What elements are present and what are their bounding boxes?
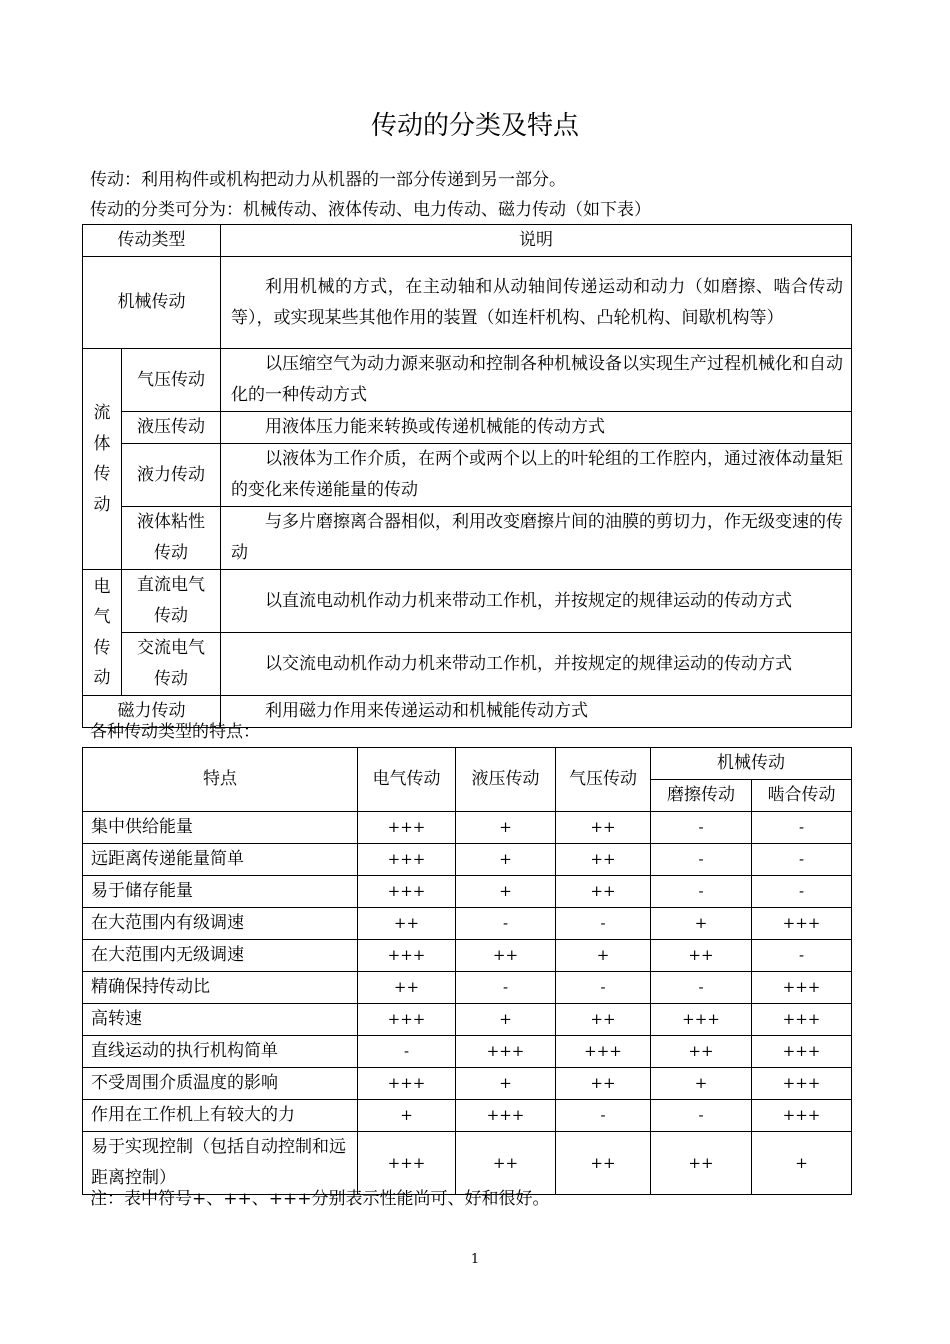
table-note: 注：表中符号+、++、+++分别表示性能尚可、好和很好。 <box>90 1189 550 1209</box>
rating-cell: - <box>556 908 651 940</box>
table-row <box>83 1036 852 1068</box>
header-desc: 说明 <box>221 225 852 257</box>
rating-cell: - <box>358 1036 456 1068</box>
rating-cell: ++ <box>556 844 651 876</box>
page-number: 1 <box>470 1252 480 1267</box>
desc-cell: 与多片磨擦离合器相似，利用改变磨擦片间的油膜的剪切力，作无级变速的传动 <box>221 507 852 570</box>
features-body <box>83 812 852 1195</box>
table-row <box>83 812 852 844</box>
rating-cell: ++ <box>456 1132 556 1195</box>
rating-cell: - <box>651 972 752 1004</box>
table-row <box>83 1068 852 1100</box>
rating-cell: + <box>556 940 651 972</box>
feature-cell: 远距离传递能量简单 <box>83 844 358 876</box>
feature-cell: 在大范围内有级调速 <box>83 908 358 940</box>
rating-cell: - <box>651 812 752 844</box>
rating-cell: ++ <box>651 1036 752 1068</box>
rating-cell: + <box>358 1100 456 1132</box>
rating-cell: +++ <box>358 876 456 908</box>
feature-cell: 集中供给能量 <box>83 812 358 844</box>
desc-cell: 以直流电动机作动力机来带动工作机，并按规定的规律运动的传动方式 <box>221 570 852 633</box>
rating-cell: + <box>651 1068 752 1100</box>
classification-row <box>83 412 852 444</box>
desc-cell: 以交流电动机作动力机来带动工作机，并按规定的规律运动的传动方式 <box>221 633 852 696</box>
type-cell: 机械传动 <box>83 257 221 349</box>
header-pneumatic: 气压传动 <box>556 748 651 812</box>
rating-cell: - <box>456 908 556 940</box>
rating-cell: +++ <box>358 1068 456 1100</box>
classification-row <box>83 507 852 570</box>
features-heading: 各种传动类型的特点： <box>90 722 260 742</box>
type-cell: 液压传动 <box>122 412 221 444</box>
feature-cell: 直线运动的执行机构简单 <box>83 1036 358 1068</box>
intro-definition: 传动：利用构件或机构把动力从机器的一部分传递到另一部分。 <box>90 170 566 190</box>
header-feature: 特点 <box>83 748 358 812</box>
desc-cell: 以压缩空气为动力源来驱动和控制各种机械设备以实现生产过程机械化和自动化的一种传动方式 <box>221 349 852 412</box>
header-friction: 磨擦传动 <box>651 780 752 812</box>
table-row <box>83 1004 852 1036</box>
header-type: 传动类型 <box>83 225 221 257</box>
rating-cell: - <box>752 940 852 972</box>
rating-cell: - <box>556 972 651 1004</box>
rating-cell: +++ <box>358 940 456 972</box>
desc-cell: 用液体压力能来转换或传递机械能的传动方式 <box>221 412 852 444</box>
feature-cell: 易于储存能量 <box>83 876 358 908</box>
header-hydraulic: 液压传动 <box>456 748 556 812</box>
classification-row <box>83 444 852 507</box>
table-row <box>83 1132 852 1195</box>
table-row <box>83 876 852 908</box>
features-header-row <box>83 748 852 780</box>
table-row <box>83 1100 852 1132</box>
rating-cell: - <box>752 844 852 876</box>
table-row <box>83 972 852 1004</box>
rating-cell: +++ <box>358 1132 456 1195</box>
rating-cell: ++ <box>358 908 456 940</box>
feature-cell: 在大范围内无级调速 <box>83 940 358 972</box>
rating-cell: +++ <box>358 812 456 844</box>
features-table <box>82 747 852 1195</box>
desc-cell: 利用磁力作用来传递运动和机械能传动方式 <box>221 696 852 728</box>
rating-cell: ++ <box>358 972 456 1004</box>
rating-cell: - <box>556 1100 651 1132</box>
page-title: 传动的分类及特点 <box>370 111 579 141</box>
rating-cell: +++ <box>456 1100 556 1132</box>
classification-row <box>83 633 852 696</box>
type-cell: 直流电气传动 <box>122 570 221 633</box>
desc-cell: 以液体为工作介质，在两个或两个以上的叶轮组的工作腔内，通过液体动量矩的变化来传递能量的传动 <box>221 444 852 507</box>
rating-cell: - <box>651 876 752 908</box>
table-row <box>83 844 852 876</box>
rating-cell: ++ <box>556 812 651 844</box>
rating-cell: +++ <box>752 1036 852 1068</box>
rating-cell: ++ <box>651 1132 752 1195</box>
rating-cell: +++ <box>556 1036 651 1068</box>
rating-cell: +++ <box>752 972 852 1004</box>
desc-cell: 利用机械的方式，在主动轴和从动轴间传递运动和动力（如磨擦、啮合传动等），或实现某些其他作用的装置（如连杆机构、凸轮机构、间歇机构等） <box>221 257 852 349</box>
rating-cell: +++ <box>358 844 456 876</box>
classification-table <box>82 224 852 728</box>
rating-cell: ++ <box>556 1004 651 1036</box>
rating-cell: +++ <box>752 1004 852 1036</box>
feature-cell: 精确保持传动比 <box>83 972 358 1004</box>
rating-cell: - <box>752 812 852 844</box>
classification-row <box>83 570 852 633</box>
rating-cell: +++ <box>358 1004 456 1036</box>
rating-cell: + <box>456 1004 556 1036</box>
classification-header-row <box>83 225 852 257</box>
type-cell: 气压传动 <box>122 349 221 412</box>
rating-cell: + <box>456 812 556 844</box>
type-cell: 交流电气传动 <box>122 633 221 696</box>
rating-cell: +++ <box>752 1068 852 1100</box>
rating-cell: ++ <box>456 940 556 972</box>
table-row <box>83 940 852 972</box>
rating-cell: +++ <box>651 1004 752 1036</box>
rating-cell: - <box>651 1100 752 1132</box>
rating-cell: +++ <box>752 908 852 940</box>
type-cell: 液体粘性传动 <box>122 507 221 570</box>
type-cell: 液力传动 <box>122 444 221 507</box>
rating-cell: +++ <box>752 1100 852 1132</box>
group-cell-fluid <box>83 349 122 570</box>
rating-cell: + <box>456 876 556 908</box>
rating-cell: - <box>752 876 852 908</box>
rating-cell: ++ <box>556 1068 651 1100</box>
feature-cell: 高转速 <box>83 1004 358 1036</box>
rating-cell: + <box>752 1132 852 1195</box>
feature-cell: 不受周围介质温度的影响 <box>83 1068 358 1100</box>
rating-cell: ++ <box>556 1132 651 1195</box>
rating-cell: ++ <box>556 876 651 908</box>
intro-classification: 传动的分类可分为：机械传动、液体传动、电力传动、磁力传动（如下表） <box>90 200 651 220</box>
header-meshing: 啮合传动 <box>752 780 852 812</box>
rating-cell: ++ <box>651 940 752 972</box>
type-cell: 磁力传动 <box>83 696 221 728</box>
rating-cell: - <box>456 972 556 1004</box>
table-row <box>83 908 852 940</box>
group-label: 流体传动 <box>93 403 111 515</box>
header-electric: 电气传动 <box>358 748 456 812</box>
rating-cell: + <box>456 1068 556 1100</box>
classification-row <box>83 257 852 349</box>
group-label: 电气传动 <box>93 576 111 688</box>
feature-cell: 易于实现控制（包括自动控制和远距离控制） <box>83 1132 358 1195</box>
rating-cell: - <box>651 844 752 876</box>
rating-cell: + <box>456 844 556 876</box>
group-cell-electric <box>83 570 122 696</box>
header-mechanical: 机械传动 <box>651 748 852 780</box>
rating-cell: +++ <box>456 1036 556 1068</box>
feature-cell: 作用在工作机上有较大的力 <box>83 1100 358 1132</box>
classification-row <box>83 349 852 412</box>
rating-cell: + <box>651 908 752 940</box>
